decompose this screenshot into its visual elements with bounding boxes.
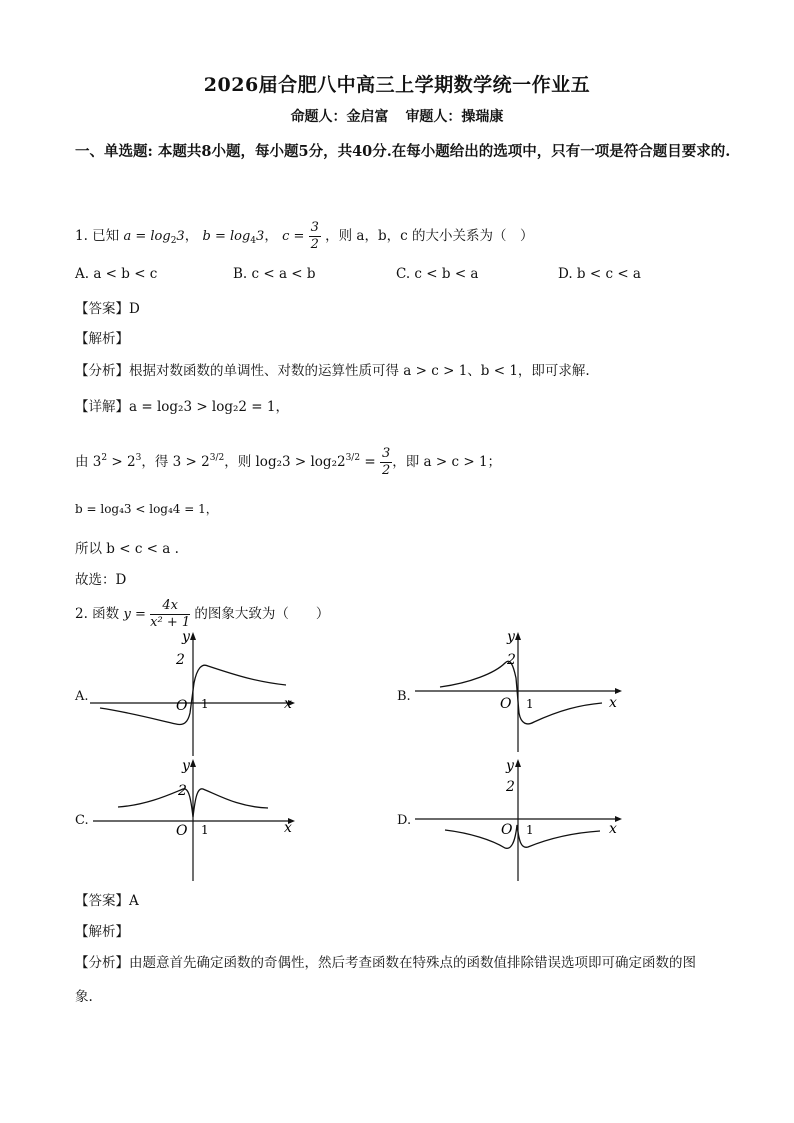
q1-b-expr: $b = \log_43$ [202, 229, 265, 246]
q1-fenxi: 【分析】根据对数函数的单调性、对数的运算性质可得 a > c > 1、b < 1，即可求解. [75, 363, 590, 379]
svg-text:2: 2 [506, 779, 515, 795]
q1-option-b: B. c < a < b [233, 266, 316, 282]
svg-text:1: 1 [201, 697, 209, 711]
svg-text:1: 1 [526, 697, 534, 711]
svg-text:O: O [176, 698, 188, 714]
svg-text:y: y [506, 758, 514, 774]
svg-text:2: 2 [176, 652, 185, 668]
q1-a-expr: $a = \log_23$ [123, 229, 185, 246]
graph-a [88, 628, 308, 760]
svg-text:2: 2 [507, 652, 516, 668]
setter-name: 命题人：金启富 [290, 109, 389, 125]
q1-c-expr: c = $\frac{3}{2}$ [282, 220, 319, 252]
graph-c [88, 755, 308, 885]
graph-c-label: C. [75, 813, 89, 828]
svg-text:y: y [507, 629, 515, 645]
section-heading: 一、单选题: 本题共8小题，每小题5分，共40分.在每小题给出的选项中，只有一项是符合题目要求的. [75, 143, 731, 160]
svg-text:x: x [609, 821, 617, 837]
q1-option-c: C. c < b < a [396, 266, 479, 282]
q1-stem: 1. 已知 $a = \log_23$， $b = \log_43$， c = $\frac{3}{2}$ ，则 a，b，c 的大小关系为（ ） [75, 220, 534, 252]
page-title: 2026届合肥八中高三上学期数学统一作业五 [203, 74, 591, 96]
reviewer-name: 审题人：操瑞康 [405, 109, 504, 125]
q1-choice: 故选：D [75, 572, 127, 588]
svg-text:1: 1 [526, 823, 534, 837]
svg-text:O: O [501, 822, 513, 838]
svg-text:O: O [500, 696, 512, 712]
q2-fenxi-line1: 【分析】由题意首先确定函数的奇偶性，然后考查函数在特殊点的函数值排除错误选项即可确定函数的图 [75, 955, 696, 971]
q1-option-d: D. b < c < a [558, 266, 641, 282]
q1-detail: 【详解】a = log₂3 > log₂2 = 1， [75, 399, 289, 415]
svg-text:y: y [182, 758, 190, 774]
author-line [0, 106, 794, 126]
svg-text:x: x [284, 820, 292, 836]
q1-option-a: A. a < b < c [75, 266, 158, 282]
svg-text:x: x [609, 695, 617, 711]
svg-text:y: y [182, 629, 190, 645]
q2-analysis-label: 【解析】 [75, 924, 129, 940]
graph-d-label: D. [397, 813, 412, 828]
q1-answer: 【答案】D [75, 301, 140, 317]
q2-stem: 2. 函数 y = $\frac{4x}{\text{x² + 1}}$ 的图象大致为（ ） [75, 598, 330, 630]
svg-text:O: O [176, 823, 188, 839]
graph-d [410, 755, 630, 885]
graph-b-label: B. [397, 689, 411, 704]
q2-fenxi-line2: 象. [75, 989, 93, 1005]
q1-analysis-label: 【解析】 [75, 331, 129, 347]
svg-text:1: 1 [201, 823, 209, 837]
q1-step4: 所以 b < c < a . [75, 541, 179, 557]
q1-step3: b = log₄3 < log₄4 = 1， [75, 502, 218, 516]
q2-answer: 【答案】A [75, 893, 139, 909]
q1-step2: 由 $3^2 > 2^3$，得 $3 > 2^{3/2}$，则 $\log_23 > \log_22^{3/2}$ = $\frac{3}{2}$ ，即 a > c > 1； [75, 446, 502, 478]
graph-b [410, 628, 630, 760]
graph-a-label: A. [75, 689, 89, 704]
svg-text:2: 2 [178, 783, 187, 799]
svg-text:x: x [284, 696, 292, 712]
